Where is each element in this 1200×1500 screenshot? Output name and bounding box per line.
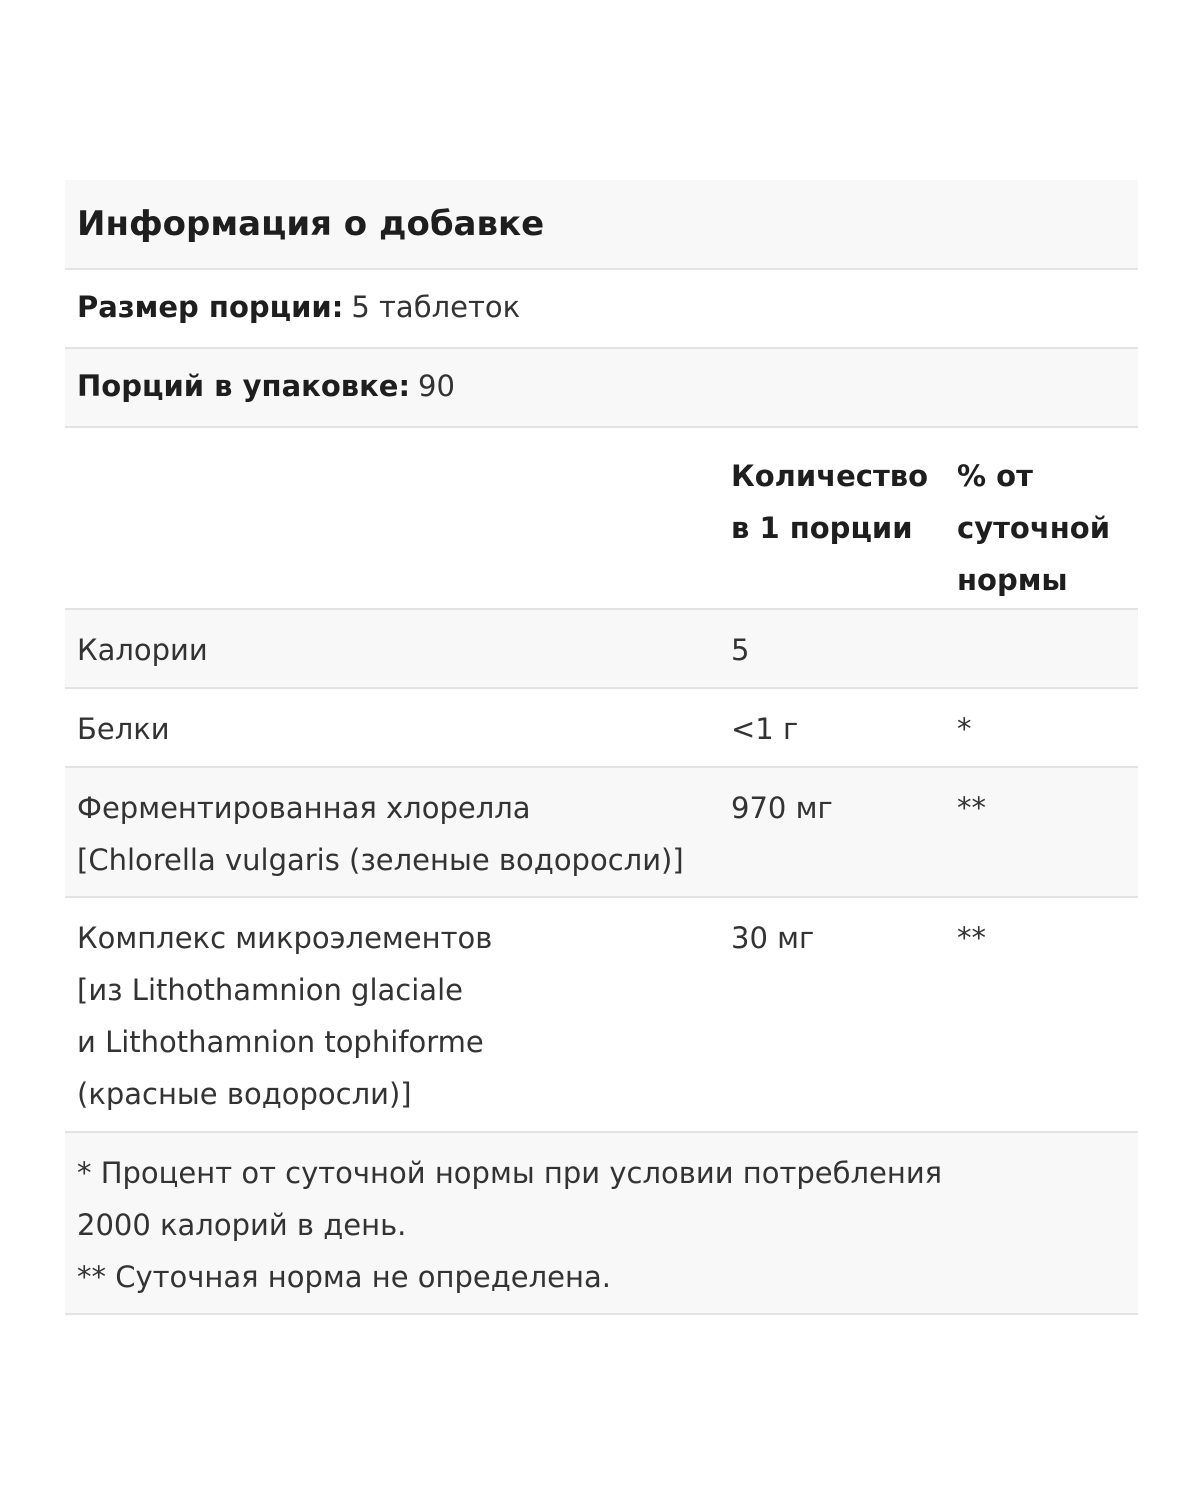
nutrient-name-line: Комплекс микроэлементов bbox=[77, 921, 493, 955]
table-row-chlorella bbox=[65, 768, 1138, 898]
column-header-dv-line: суточной bbox=[957, 511, 1111, 545]
nutrient-amount: 5 bbox=[731, 633, 750, 667]
table-row-calories bbox=[65, 610, 1138, 689]
serving-size-value: 5 таблеток bbox=[351, 290, 521, 324]
column-header-dv-line: % от bbox=[957, 459, 1033, 493]
serving-size-label: Размер порции: bbox=[77, 290, 344, 324]
column-header-dv-line: нормы bbox=[957, 563, 1068, 597]
supplement-facts-table bbox=[65, 180, 1138, 1315]
column-header-amount bbox=[731, 450, 957, 554]
nutrient-name bbox=[65, 912, 731, 1120]
table-row-protein bbox=[65, 689, 1138, 768]
column-header-amount-line: в 1 порции bbox=[731, 511, 913, 545]
nutrient-name-line: (красные водоросли)] bbox=[77, 1077, 412, 1111]
nutrient-name-line: [Chlorella vulgaris (зеленые водоросли)] bbox=[77, 843, 684, 877]
nutrient-name-line: Ферментированная хлорелла bbox=[77, 791, 531, 825]
column-header-daily-value bbox=[957, 450, 1138, 606]
nutrient-name bbox=[65, 782, 731, 886]
nutrient-name-line: Белки bbox=[77, 712, 170, 746]
footnote-line: ** Суточная норма не определена. bbox=[77, 1260, 611, 1294]
page-title: Информация о добавке bbox=[77, 204, 545, 244]
servings-per-container-row bbox=[65, 349, 1138, 428]
nutrient-name-line: Калории bbox=[77, 633, 208, 667]
nutrient-daily-value: * bbox=[957, 712, 972, 746]
nutrient-name-line: и Lithothamnion tophiforme bbox=[77, 1025, 484, 1059]
footnote-line: 2000 калорий в день. bbox=[77, 1208, 407, 1242]
footnotes bbox=[65, 1133, 1138, 1315]
nutrient-daily-value: ** bbox=[957, 791, 986, 825]
serving-size-row bbox=[65, 270, 1138, 349]
nutrient-name bbox=[65, 624, 731, 676]
column-header-row bbox=[65, 428, 1138, 610]
column-header-amount-line: Количество bbox=[731, 459, 929, 493]
nutrient-name-line: [из Lithothamnion glaciale bbox=[77, 973, 463, 1007]
nutrient-amount: 970 мг bbox=[731, 791, 833, 825]
servings-per-container-label: Порций в упаковке: bbox=[77, 369, 411, 403]
supplement-facts-title-row bbox=[65, 180, 1138, 270]
nutrient-daily-value: ** bbox=[957, 921, 986, 955]
servings-per-container-value: 90 bbox=[418, 369, 455, 403]
nutrient-amount: <1 г bbox=[731, 712, 799, 746]
nutrient-name bbox=[65, 703, 731, 755]
table-row-trace-mineral-complex bbox=[65, 898, 1138, 1133]
footnote-line: * Процент от суточной нормы при условии потребления bbox=[77, 1156, 943, 1190]
nutrient-amount: 30 мг bbox=[731, 921, 815, 955]
